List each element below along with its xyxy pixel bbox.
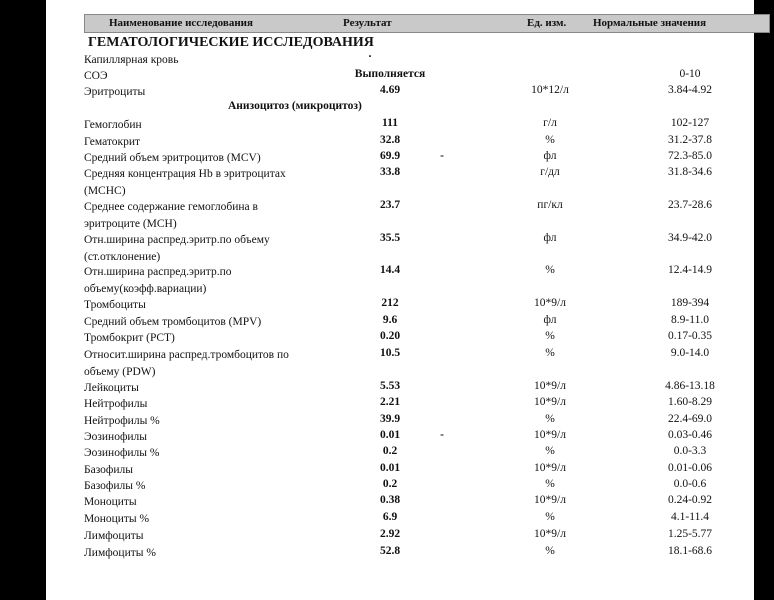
row-result: 10.5: [379, 347, 401, 359]
row-norm: 0.0-3.3: [673, 445, 707, 457]
row-unit: %: [545, 134, 555, 146]
row-unit: %: [545, 330, 555, 342]
row-result: 0.20: [379, 330, 401, 342]
row-unit: %: [545, 545, 555, 557]
row-name: Эозинофилы %: [84, 447, 160, 459]
row-result: 33.8: [379, 166, 401, 178]
row-name: Моноциты %: [84, 513, 150, 525]
row-unit: г/л: [543, 117, 557, 129]
row-name: Гемоглобин: [84, 119, 142, 131]
row-name: Базофилы: [84, 464, 134, 476]
row-result: 39.9: [379, 413, 401, 425]
row-unit: 10*9/л: [534, 396, 566, 408]
header-unit: Ед. изм.: [527, 17, 567, 29]
row-unit: 10*9/л: [534, 462, 566, 474]
erythrocyte-note: Анизоцитоз (микроцитоз): [228, 100, 362, 112]
row-name: Лимфоциты: [84, 530, 144, 542]
row-unit: %: [545, 511, 555, 523]
row-name: Гематокрит: [84, 136, 141, 148]
row-norm: 0.01-0.06: [667, 462, 713, 474]
row-name: Нейтрофилы %: [84, 415, 160, 427]
row-name: Лимфоциты %: [84, 547, 156, 559]
row-flag: -: [440, 429, 444, 441]
row-result: 5.53: [379, 380, 401, 392]
row-result: 32.8: [379, 134, 401, 146]
row-name: Отн.ширина распред.эритр.по объему (ст.отклонение): [84, 234, 270, 263]
row-result: 69.9: [379, 150, 401, 162]
row-result: 35.5: [379, 232, 401, 244]
row-result: 0.01: [379, 429, 401, 441]
row-unit: %: [545, 445, 555, 457]
row-name: Тромбокрит (PCT): [84, 332, 175, 344]
row-unit: %: [545, 264, 555, 276]
row-result: 52.8: [379, 545, 401, 557]
row-norm: 0-10: [679, 68, 701, 80]
row-result: 0.01: [379, 462, 401, 474]
row-result: 2.92: [379, 528, 401, 540]
row-name: Отн.ширина распред.эритр.по объему(коэфф.вариации): [84, 266, 232, 295]
row-name: Относит.ширина распред.тромбоцитов по объему (PDW): [84, 349, 289, 378]
row-norm: 0.03-0.46: [667, 429, 713, 441]
row-norm: 72.3-85.0: [667, 150, 713, 162]
row-result: 0.38: [379, 494, 401, 506]
row-result: Выполняется: [354, 68, 426, 80]
row-norm: 3.84-4.92: [667, 84, 713, 96]
row-unit: 10*9/л: [534, 297, 566, 309]
row-name: Эритроциты: [84, 86, 146, 98]
row-norm: 1.60-8.29: [667, 396, 713, 408]
row-unit: 10*9/л: [534, 494, 566, 506]
row-result: 0.2: [382, 478, 398, 490]
row-name: Среднее содержание гемоглобина в эритроците (MCH): [84, 201, 258, 230]
row-norm: 102-127: [670, 117, 710, 129]
row-norm: 8.9-11.0: [671, 314, 709, 326]
table-header: [84, 14, 770, 33]
row-name: Средний объем эритроцитов (MCV): [84, 152, 261, 164]
header-name: Наименование исследования: [109, 17, 253, 29]
row-name: Тромбоциты: [84, 299, 146, 311]
row-norm: 31.8-34.6: [667, 166, 713, 178]
row-name: Средний объем тромбоцитов (MPV): [84, 316, 262, 328]
row-norm: 0.0-0.6: [673, 478, 707, 490]
row-name: Базофилы %: [84, 480, 146, 492]
row-unit: г/дл: [540, 166, 560, 178]
row-result: 14.4: [379, 264, 401, 276]
row-norm: 34.9-42.0: [667, 232, 713, 244]
row-unit: 10*9/л: [534, 429, 566, 441]
row-unit: 10*12/л: [531, 84, 569, 96]
row-name: Моноциты: [84, 496, 137, 508]
row-name: Нейтрофилы: [84, 398, 148, 410]
row-unit: %: [545, 347, 555, 359]
row-norm: 31.2-37.8: [667, 134, 713, 146]
row-norm: 1.25-5.77: [667, 528, 713, 540]
row-result: 23.7: [379, 199, 401, 211]
row-result: 4.69: [379, 84, 401, 96]
row-norm: 0.17-0.35: [667, 330, 713, 342]
row-norm: 189-394: [670, 297, 710, 309]
row-unit: пг/кл: [537, 199, 563, 211]
row-result: 111: [382, 117, 398, 129]
row-result: 9.6: [382, 314, 398, 326]
row-flag: -: [440, 150, 444, 162]
row-norm: 9.0-14.0: [670, 347, 710, 359]
row-norm: 0.24-0.92: [667, 494, 713, 506]
row-norm: 22.4-69.0: [667, 413, 713, 425]
row-unit: фл: [543, 314, 557, 326]
row-name: Лейкоциты: [84, 382, 139, 394]
header-result: Результат: [343, 17, 392, 29]
row-name: Средняя концентрация Hb в эритроцитах (MCHC): [84, 168, 286, 197]
row-norm: 12.4-14.9: [667, 264, 713, 276]
row-unit: %: [545, 478, 555, 490]
header-norm: Нормальные значения: [593, 17, 707, 29]
row-norm: 18.1-68.6: [667, 545, 713, 557]
row-unit: %: [545, 413, 555, 425]
section-title: ГЕМАТОЛОГИЧЕСКИЕ ИССЛЕДОВАНИЯ: [88, 35, 374, 50]
row-norm: 4.1-11.4: [671, 511, 709, 523]
row-result: 0.2: [382, 445, 398, 457]
row-result: 212: [381, 297, 399, 309]
sample-mark: ·: [368, 49, 373, 63]
row-result: 2.21: [379, 396, 401, 408]
row-name: Капиллярная кровь: [84, 54, 179, 66]
row-norm: 23.7-28.6: [667, 199, 713, 211]
row-unit: фл: [543, 232, 557, 244]
row-norm: 4.86-13.18: [665, 380, 715, 392]
row-name: Эозинофилы: [84, 431, 148, 443]
row-result: 6.9: [382, 511, 398, 523]
row-unit: фл: [543, 150, 557, 162]
row-name: СОЭ: [84, 70, 108, 82]
row-unit: 10*9/л: [534, 380, 566, 392]
row-unit: 10*9/л: [534, 528, 566, 540]
